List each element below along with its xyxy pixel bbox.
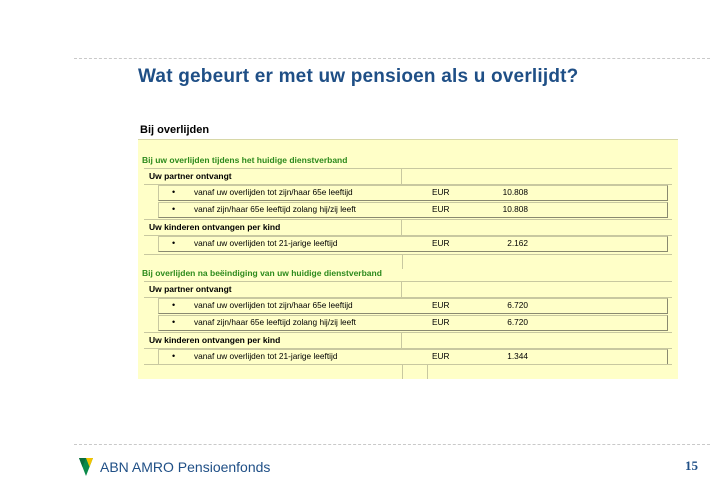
row-amount: 2.162 (507, 238, 528, 248)
slide-title: Wat gebeurt er met uw pensioen als u overlijdt? (138, 66, 579, 87)
spacer-cell (402, 365, 428, 379)
row-description: vanaf uw overlijden tot zijn/haar 65e leeftijd (194, 187, 353, 197)
group-label: Uw kinderen ontvangen per kind (144, 333, 402, 348)
page-number: 15 (685, 458, 698, 473)
row-amount: 6.720 (507, 300, 528, 310)
group-label: Uw partner ontvangt (144, 282, 402, 297)
bullet-icon: • (172, 300, 176, 310)
spacer-cell (144, 365, 403, 379)
bullet-icon: • (172, 238, 176, 248)
row-amount: 10.808 (502, 204, 528, 214)
row-currency: EUR (432, 187, 450, 197)
row-description: vanaf uw overlijden tot 21-jarige leeftijd (194, 351, 338, 361)
table-row (144, 315, 672, 331)
form-area (138, 139, 678, 379)
footer-brand: ABN AMRO Pensioenfonds (100, 459, 271, 475)
row-amount: 6.720 (507, 317, 528, 327)
bottom-divider (74, 444, 710, 445)
table-row (144, 298, 672, 314)
group-partner-after (144, 281, 672, 298)
section-heading-after-employment: Bij overlijden na beëindiging van uw huidige dienstverband (142, 268, 382, 278)
bullet-icon: • (172, 317, 176, 327)
group-children-after (144, 332, 672, 349)
bullet-icon: • (172, 351, 176, 361)
row-description: vanaf uw overlijden tot zijn/haar 65e leeftijd (194, 300, 353, 310)
group-partner-during (144, 168, 672, 185)
group-label: Uw kinderen ontvangen per kind (144, 220, 402, 235)
row-currency: EUR (432, 317, 450, 327)
row-description: vanaf zijn/haar 65e leeftijd zolang hij/zij leeft (194, 317, 356, 327)
row-currency: EUR (432, 351, 450, 361)
bullet-icon: • (172, 187, 176, 197)
table-row (144, 185, 672, 201)
spacer-cell (144, 255, 403, 269)
group-label: Uw partner ontvangt (144, 169, 402, 184)
row-description: vanaf zijn/haar 65e leeftijd zolang hij/zij leeft (194, 204, 356, 214)
pension-panel (138, 122, 678, 378)
table-row (144, 236, 672, 252)
row-amount: 10.808 (502, 187, 528, 197)
group-children-during (144, 219, 672, 236)
panel-title: Bij overlijden (140, 124, 210, 136)
top-divider (74, 58, 710, 59)
row-currency: EUR (432, 204, 450, 214)
spacer-row (144, 254, 672, 269)
abn-amro-shield-logo-icon (78, 457, 94, 477)
row-currency: EUR (432, 238, 450, 248)
row-description: vanaf uw overlijden tot 21-jarige leeftijd (194, 238, 338, 248)
table-row (144, 202, 672, 218)
spacer-row (144, 364, 672, 379)
row-currency: EUR (432, 300, 450, 310)
row-amount: 1.344 (507, 351, 528, 361)
section-heading-during-employment: Bij uw overlijden tijdens het huidige dienstverband (142, 155, 348, 165)
table-row (144, 349, 672, 365)
bullet-icon: • (172, 204, 176, 214)
